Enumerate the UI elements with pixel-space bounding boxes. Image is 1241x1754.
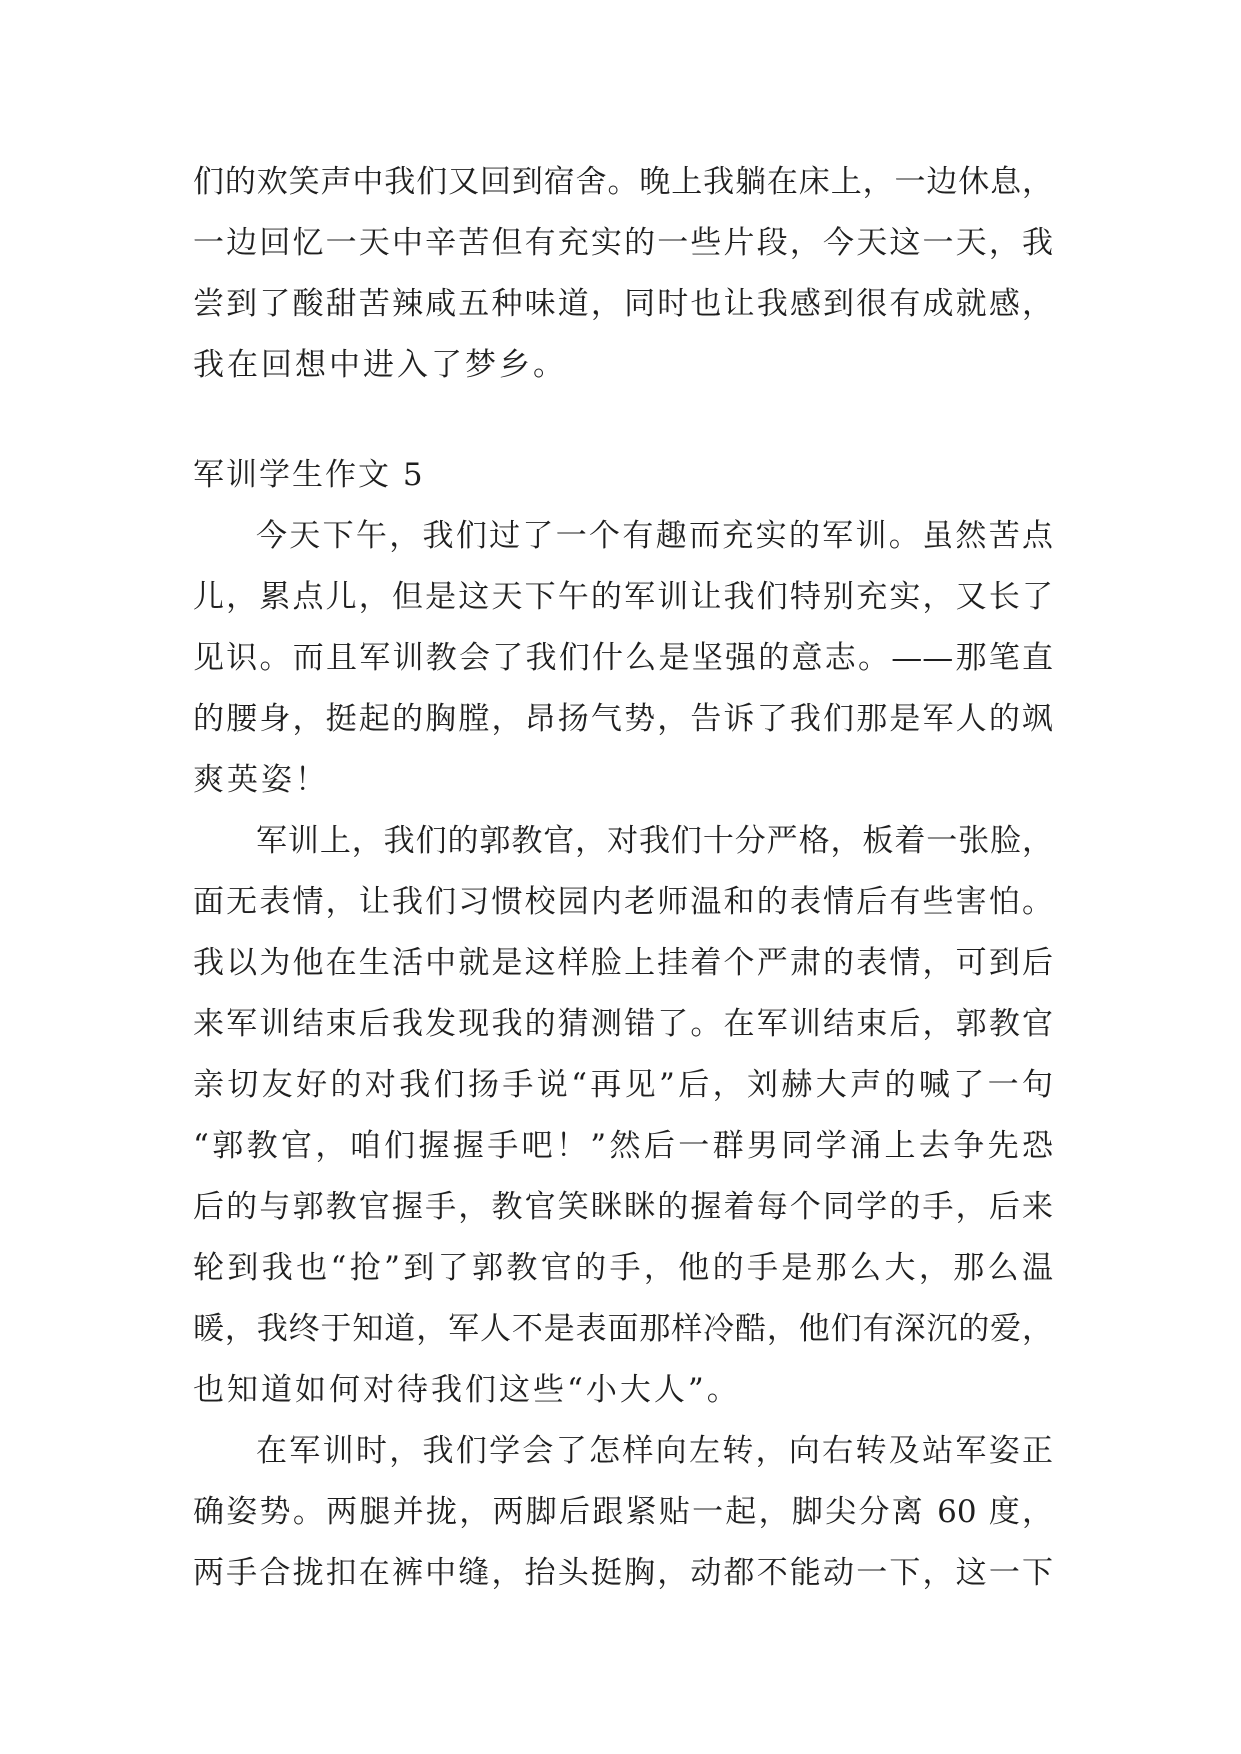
text-line: 军训上，我们的郭教官，对我们十分严格，板着一张脸， <box>256 823 1053 859</box>
text-line: 一边回忆一天中辛苦但有充实的一些片段，今天这一天，我 <box>193 225 1053 261</box>
text-line: 来军训结束后我发现我的猜测错了。在军训结束后，郭教官 <box>193 1006 1053 1042</box>
text-line: 儿，累点儿，但是这天下午的军训让我们特别充实，又长了 <box>193 579 1053 615</box>
text-line: 我以为他在生活中就是这样脸上挂着个严肃的表情，可到后 <box>193 945 1053 981</box>
text-line: 们的欢笑声中我们又回到宿舍。晚上我躺在床上，一边休息， <box>193 164 1053 200</box>
text-line: 也知道如何对待我们这些“小大人”。 <box>193 1372 741 1408</box>
text-line: 亲切友好的对我们扬手说“再见”后，刘赫大声的喊了一句 <box>193 1067 1053 1103</box>
text-line: 见识。而且军训教会了我们什么是坚强的意志。——那笔直 <box>193 640 1053 676</box>
text-line: 今天下午，我们过了一个有趣而充实的军训。虽然苦点 <box>256 518 1053 554</box>
text-line: 的腰身，挺起的胸膛，昂扬气势，告诉了我们那是军人的飒 <box>193 701 1053 737</box>
text-line: 面无表情，让我们习惯校园内老师温和的表情后有些害怕。 <box>193 884 1053 920</box>
text-line: 后的与郭教官握手，教官笑眯眯的握着每个同学的手，后来 <box>193 1189 1053 1225</box>
text-line: 爽英姿！ <box>193 762 329 798</box>
text-line: 在军训时，我们学会了怎样向左转，向右转及站军姿正 <box>256 1433 1053 1469</box>
text-line: 确姿势。两腿并拢，两脚后跟紧贴一起，脚尖分离 60 度， <box>193 1494 1053 1530</box>
text-line: “郭教官，咱们握握手吧！”然后一群男同学涌上去争先恐 <box>193 1128 1053 1164</box>
section-title: 军训学生作文 5 <box>193 457 425 493</box>
text-line: 我在回想中进入了梦乡。 <box>193 347 567 383</box>
text-line: 暖，我终于知道，军人不是表面那样冷酷，他们有深沉的爱， <box>193 1311 1053 1347</box>
text-line: 轮到我也“抢”到了郭教官的手，他的手是那么大，那么温 <box>193 1250 1053 1286</box>
text-line: 两手合拢扣在裤中缝，抬头挺胸，动都不能动一下，这一下 <box>193 1555 1053 1591</box>
text-line: 尝到了酸甜苦辣咸五种味道，同时也让我感到很有成就感， <box>193 286 1053 322</box>
